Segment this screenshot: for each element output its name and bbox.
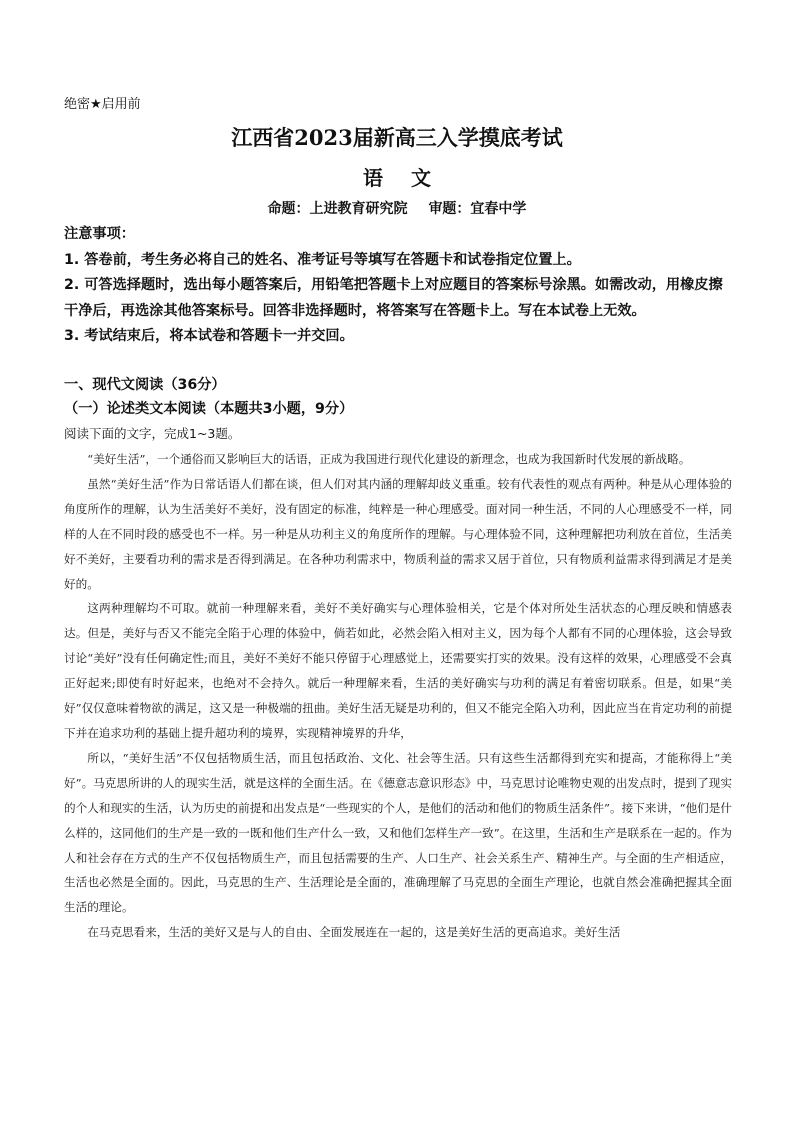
notice-block — [64, 222, 734, 350]
passage-paragraph-5: 在马克思看来，生活的美好又是与人的自由、全面发展连在一起的，这是美好生活的更高追求。美好生活 — [87, 925, 621, 940]
author-credit: 命题：上进教育研究院 — [267, 201, 408, 217]
notice-item-2: 2. 可答选择题时，选出每小题答案后，用铅笔把答题卡上对应题目的答案标号涂黑。如需改动，用橡皮擦干净后，再选涂其他答案标号。回答非选择题时，将答案写在答题卡上。写在本试卷上无效。 — [64, 277, 723, 319]
subsection-heading: （一）论述类文本阅读（本题共3小题，9分） — [64, 401, 354, 417]
passage-paragraph-1: “美好生活”，一个通俗而又影响巨大的话语，正成为我国进行现代化建设的新理念，也成为我国新时代发展的新战略。 — [87, 452, 691, 466]
passage-paragraph-2: 虽然“美好生活”作为日常话语人们都在谈，但人们对其内涵的理解却歧义重重。较有代表性的观点有两种。种是从心理体验的角度所作的理解，认为生活美好不美好，没有固定的标准，纯粹是一种心理感受。面对同一种生活，不同的人心理感受不一样，同样的人在不同时段的感受也不一样。另一种是从功利主义的角度所作的理解。与心理体验不同，这种理解把功利放在首位，生活美好不美好，主要看功利的需求是否得到满足。在各种功利需求中，物质利益的需求又居于首位，只有物质利益需求得到满足才是美好的。 — [64, 476, 732, 591]
reviewer-credit: 审题：宜春中学 — [428, 201, 527, 217]
passage-paragraph-4: 所以，“美好生活”不仅包括物质生活，而且包括政治、文化、社会等生活。只有这些生活都得到充实和提高，才能称得上“美好”。马克思所讲的人的现实生活，就是这样的全面生活。在《德意志意识形态》中，马克思讨论唯物史观的出发点时，提到了现实的个人和现实的生活，认为历史的前提和出发点是“一些现实的个人，是他们的活动和他们的物质生活条件”。接下来讲，“他们是什么样的，这同他们的生产是一致的一既和他们生产什么一致，又和他们怎样生产一致”。在这里，生活和生产是联系在一起的。作为人和社会存在方式的生产不仅包括物质生产，而且包括需要的生产、人口生产、社会关系生产、精神生产。与全面的生产相适应，生活也必然是全面的。因此，马克思的生产、生活理论是全面的，准确理解了马克思的全面生产理论，也就自然会准确把握其全面生活的理论。 — [64, 750, 732, 915]
exam-title: 江西省2023届新高三入学摸底考试 — [231, 125, 563, 150]
exam-credits — [0, 198, 794, 218]
confidential-label: 绝密★启用前 — [64, 97, 141, 112]
notice-item-3: 3. 考试结束后，将本试卷和答题卡一并交回。 — [64, 328, 354, 345]
notice-heading: 注意事项： — [64, 226, 135, 242]
subject-title: 语文 — [363, 166, 459, 190]
reading-passage — [64, 447, 732, 945]
passage-paragraph-3: 这两种理解均不可取。就前一种理解来看，美好不美好确实与心理体验相关，它是个体对所处生活状态的心理反映和情感表达。但是，美好与否又不能完全陷于心理的体验中，倘若如此，必然会陷入相对主义，因为每个人都有不同的心理体验，这会导致讨论“美好”没有任何确定性;而且，美好不美好不能只停留于心理感觉上，还需要实打实的效果。没有这样的效果，心理感受不会真正好起来;即使有时好起来，也绝对不会持久。就后一种理解来看，生活的美好确实与功利的满足有着密切联系。但是，如果“美好”仅仅意味着物欲的满足，这又是一种极端的扭曲。美好生活无疑是功利的，但又不能完全陷入功利，因此应当在肯定功利的前提下并在追求功利的基础上提升超功利的境界，实现精神境界的升华， — [64, 601, 732, 740]
reading-instruction: 阅读下面的文字，完成1~3题。 — [64, 426, 241, 441]
notice-item-1: 1. 答卷前，考生务必将自己的姓名、准考证号等填写在答题卡和试卷指定位置上。 — [64, 251, 581, 268]
section-heading: 一、现代文阅读（36分） — [64, 377, 226, 393]
